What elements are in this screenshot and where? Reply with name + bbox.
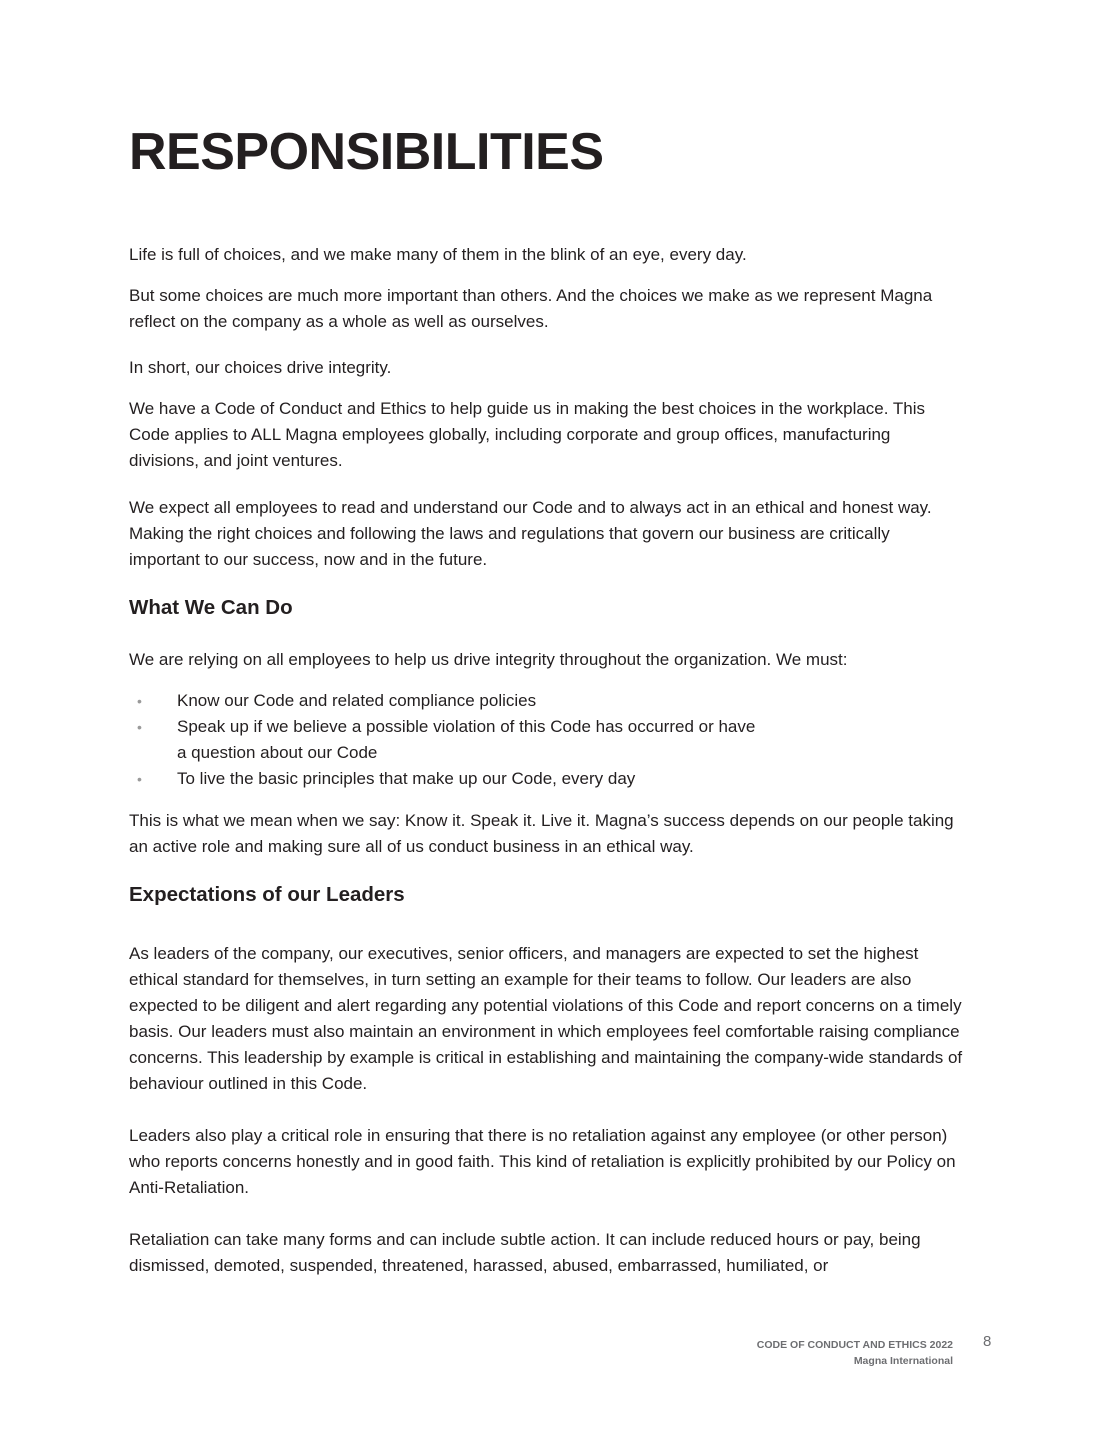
leaders-paragraph-2: Leaders also play a critical role in ensuring that there is no retaliation against any employee (or other person) who reports concerns honestly and in good faith. This kind of retaliation is explicitly prohibited by our Policy on Anti-Retaliation. bbox=[129, 1126, 956, 1197]
list-item bbox=[129, 766, 757, 792]
bullet-marker: • bbox=[137, 771, 142, 787]
main-content bbox=[129, 242, 964, 1279]
leaders-paragraph-1: As leaders of the company, our executives, senior officers, and managers are expected to set the highest ethical standard for themselves, in turn setting an example for their teams to follow. Our leaders are also expected to be diligent and alert regarding any potential violations of this Code and report concerns on a timely basis. Our leaders must also maintain an environment in which employees feel comfortable raising compliance concerns. This leadership by example is critical in establishing and maintaining the company-wide standards of behaviour outlined in this Code. bbox=[129, 944, 963, 1093]
intro-paragraph-5: We expect all employees to read and understand our Code and to always act in an ethical and honest way. Making the right choices and following the laws and regulations that govern our business are critically important to our success, now and in the future. bbox=[129, 498, 932, 569]
section-heading-what-we-can-do: What We Can Do bbox=[129, 596, 293, 619]
what-we-can-do-lead: We are relying on all employees to help us drive integrity throughout the organization. We must: bbox=[129, 650, 848, 669]
obligations-list bbox=[129, 688, 964, 792]
footer-company-name: Magna International bbox=[853, 1355, 953, 1367]
intro-paragraph-4: We have a Code of Conduct and Ethics to help guide us in making the best choices in the workplace. This Code applies to ALL Magna employees globally, including corporate and group offices, manufacturing divisions, and joint ventures. bbox=[129, 399, 926, 470]
intro-paragraph-2: But some choices are much more important than others. And the choices we make as we represent Magna reflect on the company as a whole as well as ourselves. bbox=[129, 286, 933, 331]
list-item-text: To live the basic principles that make up our Code, every day bbox=[177, 769, 636, 788]
leaders-paragraph-3: Retaliation can take many forms and can include subtle action. It can include reduced hours or pay, being dismissed, demoted, suspended, threatened, harassed, abused, embarrassed, humiliated, or bbox=[129, 1230, 921, 1275]
page-title: RESPONSIBILITIES bbox=[129, 123, 604, 181]
list-item bbox=[129, 714, 757, 766]
bullet-marker: • bbox=[137, 693, 142, 709]
intro-paragraph-3: In short, our choices drive integrity. bbox=[129, 358, 392, 377]
footer-document-title: CODE OF CONDUCT AND ETHICS 2022 bbox=[756, 1339, 953, 1351]
list-item-text: Know our Code and related compliance policies bbox=[177, 691, 537, 710]
list-item-text: Speak up if we believe a possible violation of this Code has occurred or have a question about our Code bbox=[177, 717, 756, 762]
bullet-marker: • bbox=[137, 719, 142, 735]
page-number: 8 bbox=[983, 1333, 992, 1350]
page-footer bbox=[757, 1337, 953, 1369]
list-item bbox=[129, 688, 757, 714]
section-heading-leaders: Expectations of our Leaders bbox=[129, 883, 405, 906]
intro-paragraph-1: Life is full of choices, and we make many of them in the blink of an eye, every day. bbox=[129, 245, 747, 264]
what-we-can-do-closing: This is what we mean when we say: Know it. Speak it. Live it. Magna’s success depends on our people taking an active role and making sure all of us conduct business in an ethical way. bbox=[129, 811, 954, 856]
